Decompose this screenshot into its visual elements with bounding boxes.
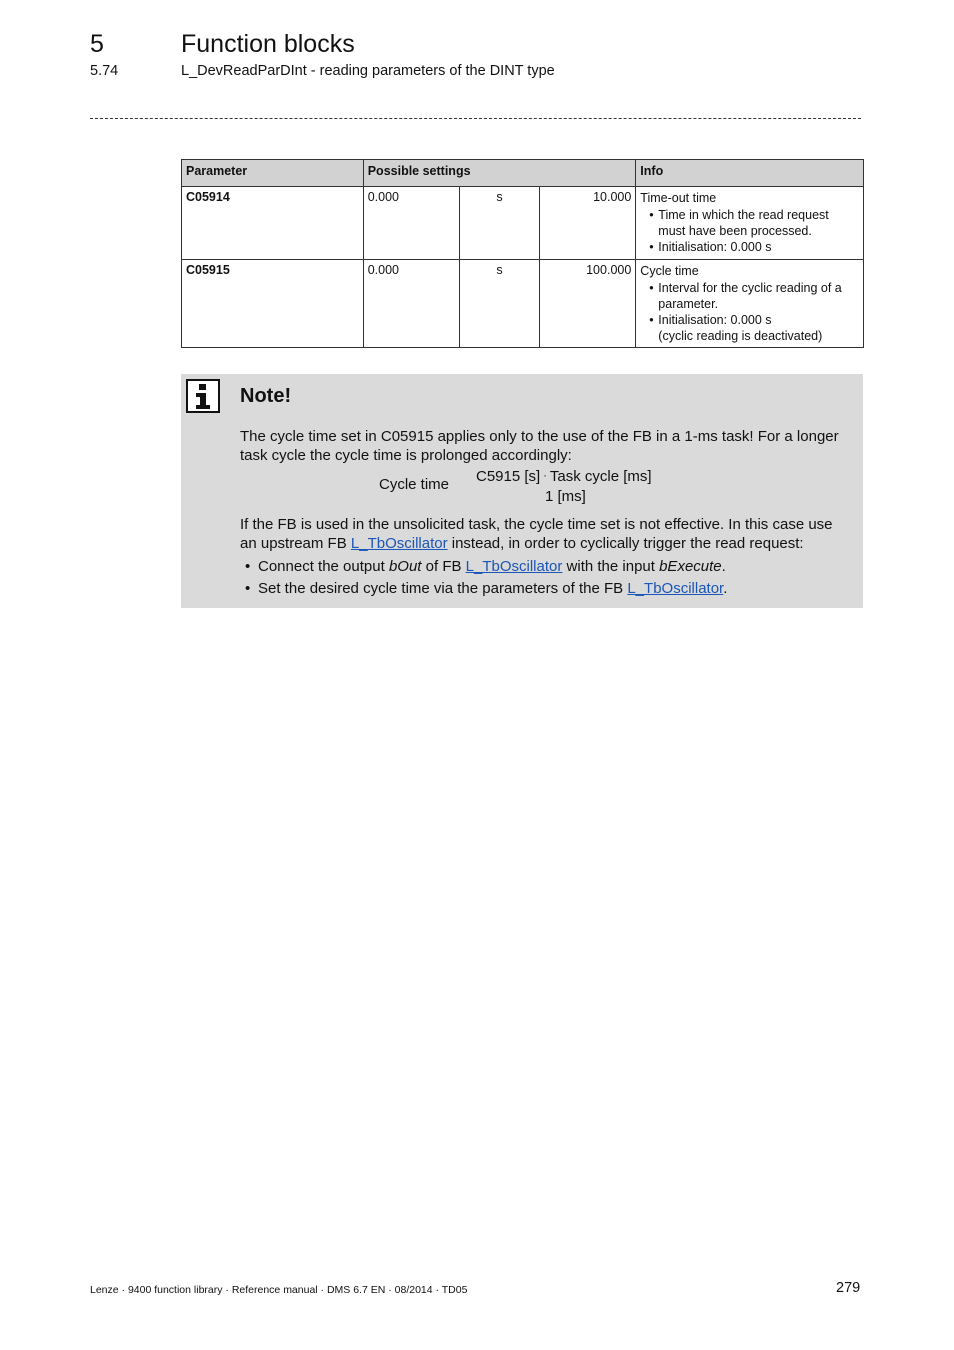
note-text: Connect the output (258, 558, 389, 575)
note-text: . (721, 558, 726, 575)
info-text: • Time in which the read request (658, 208, 829, 222)
setting-max: 100.000 (540, 260, 636, 348)
setting-max: 10.000 (540, 187, 636, 260)
page-number: 279 (836, 1280, 861, 1296)
info-text: • Interval for the cyclic reading of a (658, 281, 842, 295)
info-text: • Initialisation: 0.000 s (658, 313, 772, 327)
table-header-row (182, 160, 864, 187)
info-list (640, 207, 859, 255)
formula-denominator: 1 [ms] (545, 488, 586, 505)
setting-unit: s (459, 260, 540, 348)
info-item (640, 312, 859, 344)
setting-min: 0.000 (363, 260, 459, 348)
formula-numerator (476, 468, 652, 485)
setting-min: 0.000 (363, 187, 459, 260)
setting-unit: s (459, 187, 540, 260)
note-paragraph (240, 515, 852, 553)
info-cell (636, 187, 864, 260)
info-icon (186, 379, 220, 413)
section-number: 5.74 (90, 63, 119, 79)
bullet-marker: • (245, 558, 251, 575)
chapter-number: 5 (90, 30, 104, 58)
note-box (181, 374, 863, 608)
parameter-code: C05915 (182, 260, 364, 348)
info-title: Cycle time (640, 264, 699, 278)
chapter-title: Function blocks (181, 30, 355, 58)
info-item (640, 207, 859, 239)
note-text: of FB (421, 558, 466, 575)
info-item (640, 280, 859, 312)
note-text: . (723, 580, 728, 597)
info-title: Time-out time (640, 191, 717, 205)
header-parameter: Parameter (182, 160, 364, 187)
l-tboscillator-link[interactable]: L_TbOscillator (465, 558, 563, 575)
formula-term: Task cycle [ms] (549, 468, 652, 485)
formula-operator: · (543, 470, 547, 482)
note-text-line: The cycle time set in C05915 applies only to the use of the FB in a 1-ms task! For a longer (240, 428, 839, 445)
formula-label: Cycle time (379, 476, 450, 493)
note-text: with the input (562, 558, 660, 575)
note-heading: Note! (240, 385, 292, 407)
header-divider (90, 118, 861, 119)
note-text-line: task cycle the cycle time is prolonged accordingly: (240, 447, 572, 464)
l-tboscillator-link[interactable]: L_TbOscillator (350, 535, 448, 552)
l-tboscillator-link[interactable]: L_TbOscillator (627, 580, 724, 597)
note-text: Set the desired cycle time via the parameters of the FB (258, 580, 628, 597)
info-text: • Initialisation: 0.000 s (658, 240, 772, 254)
bullet-marker: • (245, 580, 251, 597)
header-possible-settings: Possible settings (363, 160, 636, 187)
note-text-line: If the FB is used in the unsolicited task, the cycle time set is not effective. In this case use (240, 516, 833, 533)
header-info: Info (636, 160, 864, 187)
info-list (640, 280, 859, 344)
note-bullet-item (245, 557, 726, 576)
formula-term: C5915 [s] (476, 468, 541, 485)
table-row (182, 187, 864, 260)
note-bullet-item (245, 579, 727, 598)
note-text-line (240, 534, 852, 553)
info-cell (636, 260, 864, 348)
note-text: instead, in order to cyclically trigger the read request: (447, 535, 804, 552)
signal-name: bOut (388, 558, 422, 575)
section-title: L_DevReadParDInt - reading parameters of the DINT type (181, 63, 555, 79)
parameter-table (181, 159, 864, 348)
parameter-code: C05914 (182, 187, 364, 260)
table-row (182, 260, 864, 348)
note-text: an upstream FB (240, 535, 351, 552)
signal-name: bExecute (659, 558, 722, 575)
footer-text: Lenze · 9400 function library · Reference manual · DMS 6.7 EN · 08/2014 · TD05 (90, 1284, 468, 1296)
info-text: parameter. (658, 297, 719, 311)
info-text: must have been processed. (658, 224, 812, 238)
note-paragraph (240, 427, 852, 465)
info-item (640, 239, 859, 255)
info-text: (cyclic reading is deactivated) (658, 329, 823, 343)
